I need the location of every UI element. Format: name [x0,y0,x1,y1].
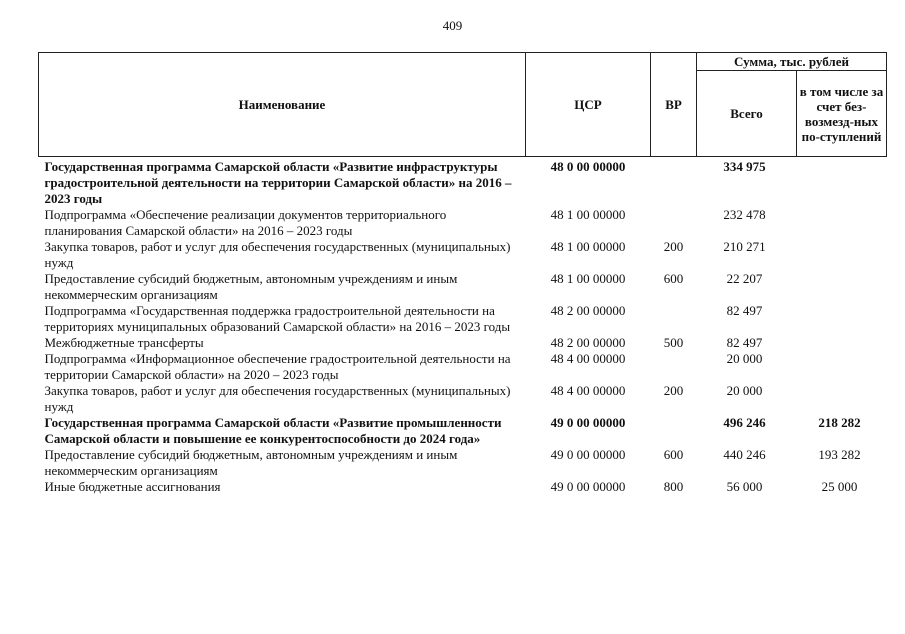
cell-total: 334 975 [723,159,766,174]
cell-csr: 49 0 00 00000 [550,415,626,430]
cell-name: Государственная программа Самарской области «Развитие инфраструктуры градостроительной деятельности на территории Самарской области» на 2016 – 2023 годы [44,159,512,206]
table-body [39,157,887,496]
cell-total: 22 207 [726,271,763,286]
cell-name: Предоставление субсидий бюджетным, автономным учреждениям и иным некоммерческим организациям [44,271,458,302]
cell-csr: 48 1 00 00000 [550,239,626,254]
cell-extra [797,351,887,383]
cell-csr: 48 2 00 00000 [550,303,626,318]
header-extra: в том числе за счет без-возмезд-ных по-ступлений [797,71,887,157]
table-row [39,303,887,335]
table-row [39,383,887,415]
cell-vr: 500 [663,335,684,350]
cell-name: Подпрограмма «Государственная поддержка градостроительной деятельности на территориях муниципальных образований Самарской области» на 2016 – 2023 годы [44,303,511,334]
cell-csr: 48 4 00 00000 [550,351,626,366]
table-row [39,157,887,208]
table-row [39,447,887,479]
header-csr: ЦСР [526,53,651,157]
cell-name: Подпрограмма «Информационное обеспечение градостроительной деятельности на территории Самарской области» на 2020 – 2023 годы [44,351,511,382]
cell-vr: 600 [663,447,684,462]
cell-vr: 200 [663,383,684,398]
cell-csr: 48 4 00 00000 [550,383,626,398]
table-row [39,271,887,303]
cell-csr: 48 1 00 00000 [550,271,626,286]
cell-total: 82 497 [726,335,763,350]
cell-csr: 49 0 00 00000 [550,479,626,494]
cell-csr: 48 2 00 00000 [550,335,626,350]
cell-name: Межбюджетные трансферты [44,335,204,350]
header-sum-group: Сумма, тыс. рублей [697,53,887,71]
page-number: 409 [442,18,463,33]
cell-extra [797,335,887,351]
cell-extra [797,271,887,303]
header-vr: ВР [651,53,697,157]
cell-extra [797,207,887,239]
header-total: Всего [697,71,797,157]
cell-vr: 200 [663,239,684,254]
cell-vr [651,207,697,239]
cell-csr: 48 1 00 00000 [550,207,626,222]
cell-name: Государственная программа Самарской области «Развитие промышленности Самарской области и повышение ее конкурентоспособности до 2024 года» [44,415,502,446]
cell-name: Предоставление субсидий бюджетным, автономным учреждениям и иным некоммерческим организациям [44,447,458,478]
table-row [39,207,887,239]
cell-extra: 193 282 [818,447,861,462]
cell-total: 232 478 [723,207,766,222]
cell-total: 210 271 [723,239,766,254]
cell-total: 20 000 [726,351,763,366]
cell-extra [797,157,887,208]
cell-extra [797,383,887,415]
cell-vr: 600 [663,271,684,286]
table-row [39,335,887,351]
cell-name: Иные бюджетные ассигнования [44,479,221,494]
cell-vr [651,415,697,447]
cell-name: Закупка товаров, работ и услуг для обеспечения государственных (муниципальных) нужд [44,239,511,270]
cell-extra [797,303,887,335]
cell-csr: 49 0 00 00000 [550,447,626,462]
cell-total: 82 497 [726,303,763,318]
cell-total: 496 246 [723,415,766,430]
header-name: Наименование [39,53,526,157]
cell-name: Закупка товаров, работ и услуг для обеспечения государственных (муниципальных) нужд [44,383,511,414]
cell-extra: 218 282 [818,415,861,430]
table-row [39,415,887,447]
cell-total: 56 000 [726,479,763,494]
cell-extra: 25 000 [821,479,858,494]
cell-total: 20 000 [726,383,763,398]
cell-vr [651,157,697,208]
budget-table [38,52,887,495]
cell-vr [651,303,697,335]
cell-name: Подпрограмма «Обеспечение реализации документов территориального планирования Самарской области» на 2016 – 2023 годы [44,207,447,238]
cell-total: 440 246 [723,447,766,462]
table-row [39,239,887,271]
cell-vr [651,351,697,383]
cell-csr: 48 0 00 00000 [550,159,626,174]
table-row [39,351,887,383]
table-row [39,479,887,495]
cell-vr: 800 [663,479,684,494]
cell-extra [797,239,887,271]
